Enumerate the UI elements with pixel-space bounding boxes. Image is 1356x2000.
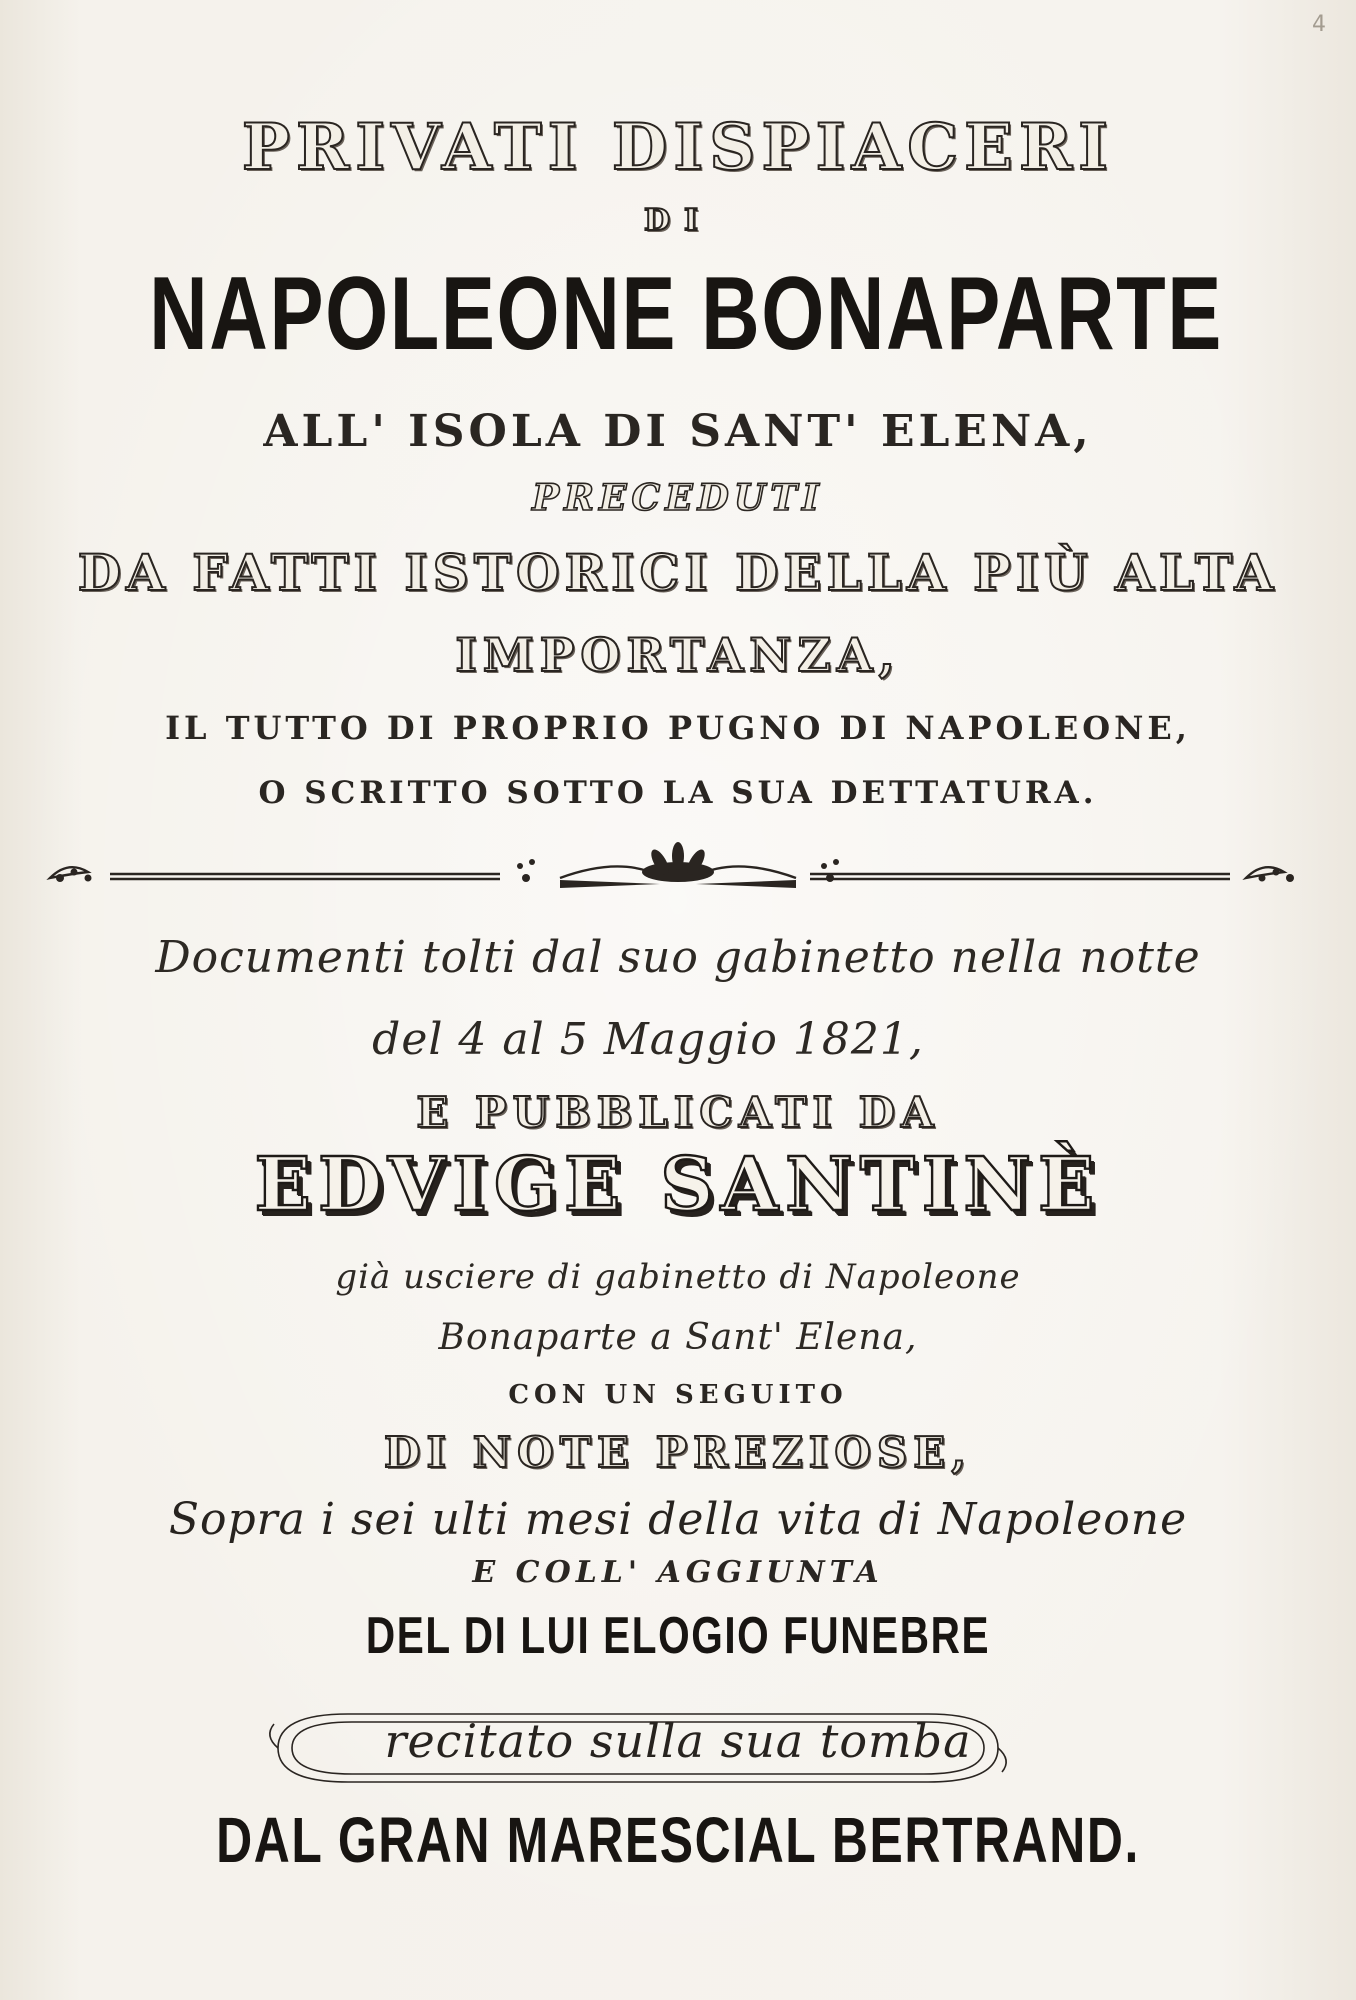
sheet-number: 4	[1312, 12, 1326, 37]
body-pubblicati-da: E PUBBLICATI DA	[416, 1088, 940, 1137]
body-note-preziose: DI NOTE PREZIOSE,	[384, 1428, 972, 1477]
title-dettatura: O SCRITTO SOTTO LA SUA DETTATURA.	[258, 775, 1098, 811]
body-coll-aggiunta: E COLL' AGGIUNTA	[472, 1555, 884, 1590]
title-di: DI	[643, 203, 713, 238]
body-elogio-funebre: DEL DI LUI ELOGIO FUNEBRE	[365, 1607, 991, 1665]
author-name: EDVIGE SANTINÈ	[254, 1142, 1102, 1228]
ornamental-divider	[0, 842, 1356, 902]
body-maresciallo-bertrand: DAL GRAN MARESCIAL BERTRAND.	[216, 1804, 1140, 1876]
title-privati-dispiaceri: PRIVATI DISPIACERI	[241, 110, 1115, 185]
body-recitato-sulla-tomba: recitato sulla sua tomba	[384, 1714, 972, 1768]
title-fatti-istorici: DA FATTI ISTORICI DELLA PIÙ ALTA	[77, 543, 1279, 602]
body-documenti-tolti: Documenti tolti dal suo gabinetto nella notte	[155, 932, 1201, 983]
title-proprio-pugno: IL TUTTO DI PROPRIO PUGNO DI NAPOLEONE,	[165, 709, 1191, 747]
title-preceduti: PRECEDUTI	[532, 477, 824, 519]
body-bonaparte-sant-elena: Bonaparte a Sant' Elena,	[438, 1317, 918, 1358]
title-importanza: IMPORTANZA,	[455, 628, 901, 682]
body-date-maggio-1821: del 4 al 5 Maggio 1821,	[372, 1014, 924, 1065]
title-isola-sant-elena: ALL' ISOLA DI SANT' ELENA,	[263, 406, 1093, 457]
body-usciere: già usciere di gabinetto di Napoleone	[335, 1257, 1021, 1297]
body-con-un-seguito: CON UN SEGUITO	[508, 1380, 848, 1410]
title-napoleone-bonaparte: NAPOLEONE BONAPARTE	[149, 256, 1223, 372]
body-sei-ultimi-mesi: Sopra i sei ulti mesi della vita di Napoleone	[168, 1494, 1188, 1545]
